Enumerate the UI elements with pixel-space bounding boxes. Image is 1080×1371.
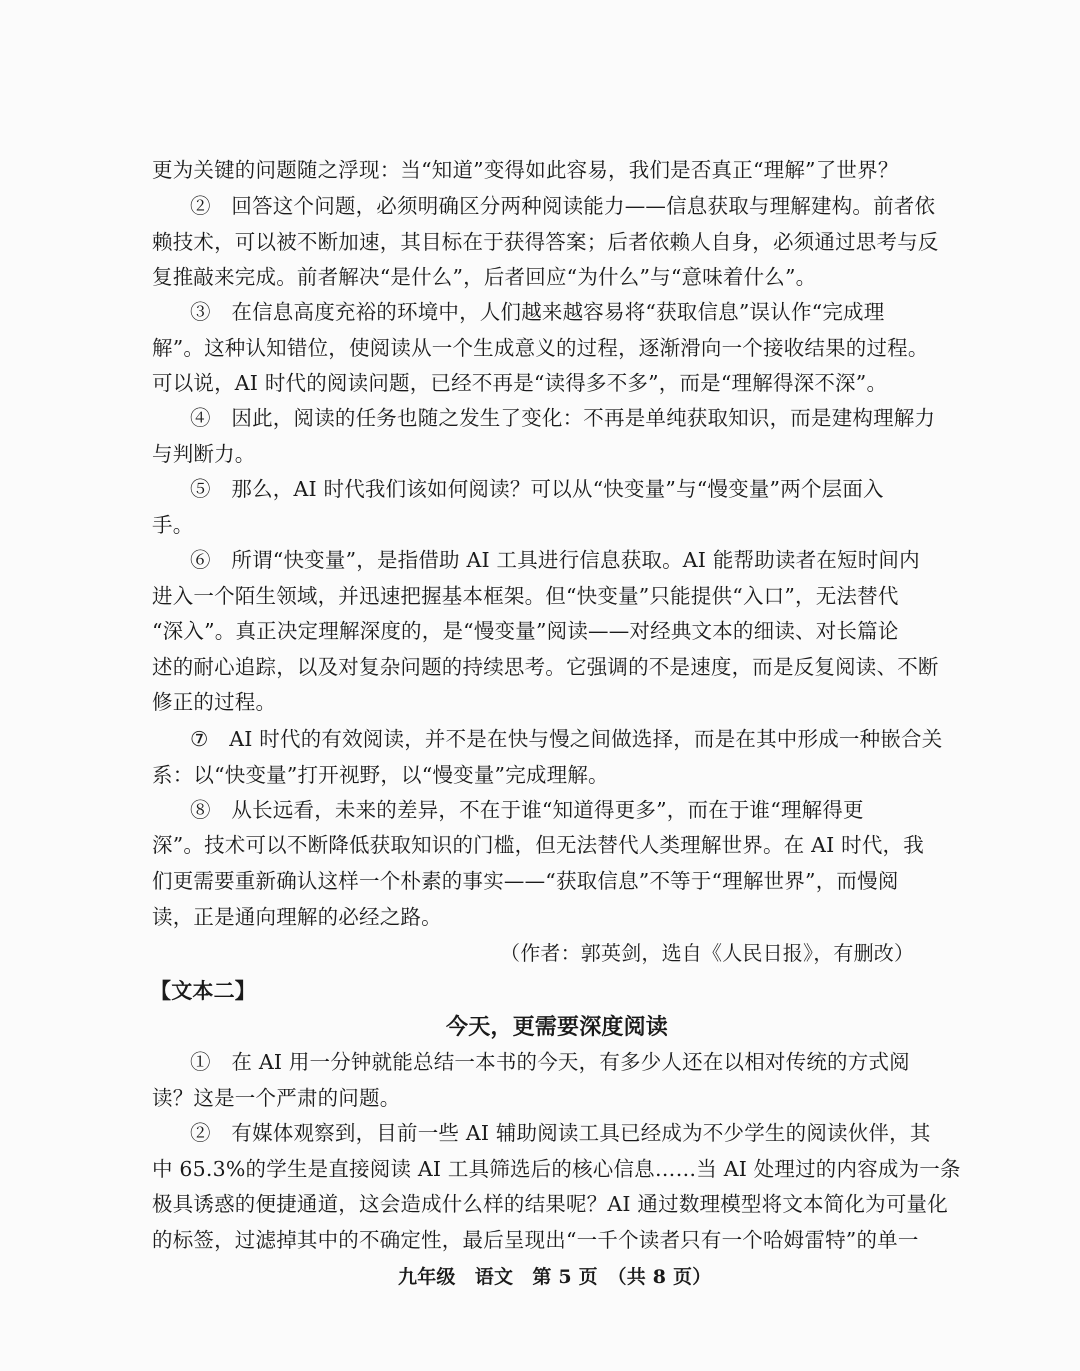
paragraph-line: 与判断力。 [152,442,256,466]
paragraph-line: 述的耐心追踪，以及对复杂问题的持续思考。它强调的不是速度，而是反复阅读、不断 [152,655,939,679]
paragraph-line: 读，正是通向理解的必经之路。 [152,905,442,929]
paragraph-line: 赖技术，可以被不断加速，其目标在于获得答案；后者依赖人自身，必须通过思考与反 [152,230,939,254]
article-title: 今天，更需要深度阅读 [446,1014,669,1040]
paragraph-line: ③ 在信息高度充裕的环境中，人们越来越容易将“获取信息”误认作“完成理 [190,300,885,324]
paragraph-line: ⑤ 那么，AI 时代我们该如何阅读？可以从“快变量”与“慢变量”两个层面入 [190,477,884,501]
paragraph-line: 修正的过程。 [152,690,277,714]
paragraph-line: ⑧ 从长远看，未来的差异，不在于谁“知道得更多”，而在于谁“理解得更 [190,798,864,822]
paragraph-line: “深入”。真正决定理解深度的，是“慢变量”阅读——对经典文本的细读、对长篇论 [152,619,899,643]
page-footer: 九年级 语文 第 5 页 （共 8 页） [398,1266,712,1288]
paragraph-line: 极具诱惑的便捷通道，这会造成什么样的结果呢？AI 通过数理模型将文本简化为可量化 [152,1192,948,1216]
paragraph-line: 们更需要重新确认这样一个朴素的事实——“获取信息”不等于“理解世界”，而慢阅 [152,869,899,893]
paragraph-line: 解”。这种认知错位，使阅读从一个生成意义的过程，逐渐滑向一个接收结果的过程。 [152,336,929,360]
paragraph-line: ⑦ AI 时代的有效阅读，并不是在快与慢之间做选择，而是在其中形成一种嵌合关 [190,727,943,751]
paragraph-line: 手。 [152,513,194,537]
paragraph-line: ② 回答这个问题，必须明确区分两种阅读能力——信息获取与理解建构。前者依 [190,194,936,218]
paragraph-line: 进入一个陌生领域，并迅速把握基本框架。但“快变量”只能提供“入口”，无法替代 [152,584,899,608]
paragraph-line: 读？这是一个严肃的问题。 [152,1086,401,1110]
paragraph-line: ① 在 AI 用一分钟就能总结一本书的今天，有多少人还在以相对传统的方式阅 [190,1050,910,1074]
paragraph-line: ④ 因此，阅读的任务也随之发生了变化：不再是单纯获取知识，而是建构理解力 [190,406,936,430]
paragraph-line: 的标签，过滤掉其中的不确定性，最后呈现出“一千个读者只有一个哈姆雷特”的单一 [152,1228,919,1252]
paragraph-line: 中 65.3%的学生是直接阅读 AI 工具筛选后的核心信息……当 AI 处理过的内容成为一条 [152,1157,961,1181]
paragraph-line: 深”。技术可以不断降低获取知识的门槛，但无法替代人类理解世界。在 AI 时代，我 [152,833,924,857]
paragraph-line: 更为关键的问题随之浮现：当“知道”变得如此容易，我们是否真正“理解”了世界？ [152,158,899,182]
paragraph-line: 可以说，AI 时代的阅读问题，已经不再是“读得多不多”，而是“理解得深不深”。 [152,371,888,395]
source-citation: （作者：郭英剑，选自《人民日报》，有删改） [500,941,915,965]
section-label: 【文本二】 [150,978,256,1003]
paragraph-line: 系：以“快变量”打开视野，以“慢变量”完成理解。 [152,763,609,787]
paragraph-line: ⑥ 所谓“快变量”，是指借助 AI 工具进行信息获取。AI 能帮助读者在短时间内 [190,548,920,572]
paragraph-line: 复推敲来完成。前者解决“是什么”，后者回应“为什么”与“意味着什么”。 [152,265,817,289]
paragraph-line: ② 有媒体观察到，目前一些 AI 辅助阅读工具已经成为不少学生的阅读伙伴，其 [190,1121,931,1145]
